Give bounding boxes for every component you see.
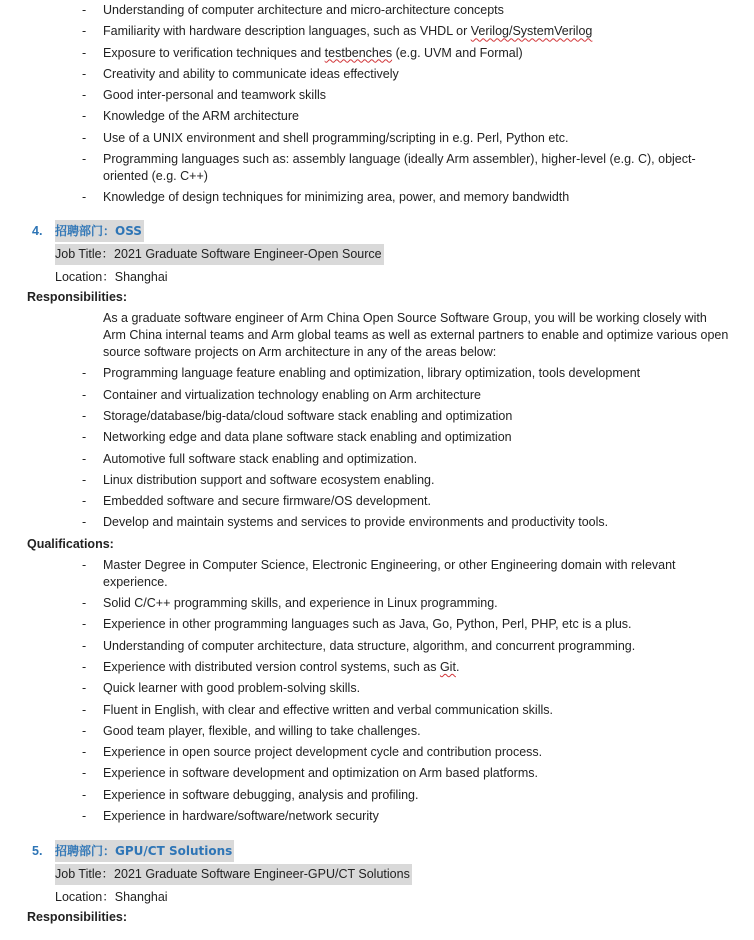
list-item [0, 723, 754, 740]
bullet-dash: - [82, 152, 87, 167]
bullet-dash: - [82, 766, 87, 781]
bullet-dash: - [82, 430, 87, 445]
bullet-dash: - [82, 366, 87, 381]
list-item [0, 514, 754, 531]
job-title: Job Title：2021 Graduate Software Engineer-Open Source [55, 244, 384, 265]
list-item [0, 595, 754, 612]
qualifications-list-top [0, 2, 754, 206]
responsibilities-label: Responsibilities: [27, 290, 128, 305]
list-item-text: Programming languages such as: assembly language (ideally Arm assembler), higher-level (e.g. C), object-oriented (e.g. C++) [103, 152, 696, 184]
bullet-dash: - [82, 702, 87, 717]
bullet-dash: - [82, 130, 87, 145]
list-item-text: Solid C/C++ programming skills, and experience in Linux programming. [103, 596, 498, 611]
list-item [0, 765, 754, 782]
list-item-text: Understanding of computer architecture and micro-architecture concepts [103, 3, 504, 17]
list-item-text: Master Degree in Computer Science, Electronic Engineering, or other Engineering domain with relevant experience. [103, 557, 676, 589]
bullet-dash: - [82, 617, 87, 632]
responsibilities-label: Responsibilities: [27, 910, 128, 925]
list-item-text: Automotive full software stack enabling and optimization. [103, 451, 418, 466]
list-item-text: Embedded software and secure firmware/OS development. [103, 494, 431, 509]
spellcheck-word: testbenches [324, 45, 393, 60]
bullet-dash: - [82, 638, 87, 653]
list-item [0, 638, 754, 655]
bullet-dash: - [82, 494, 87, 509]
list-item-text: Exposure to verification techniques and [103, 45, 325, 60]
bullet-dash: - [82, 45, 87, 60]
section-5-heading [0, 840, 754, 862]
bullet-dash: - [82, 472, 87, 487]
list-item-text: Experience in hardware/software/network security [103, 809, 379, 824]
list-item [0, 702, 754, 719]
list-item [0, 66, 754, 83]
list-item [0, 151, 754, 185]
bullet-dash: - [82, 88, 87, 103]
list-item [0, 387, 754, 404]
section-title: 招聘部门：OSS [55, 220, 144, 242]
list-item-text: Familiarity with hardware description languages, such as VHDL or [103, 24, 471, 39]
list-item [0, 108, 754, 125]
bullet-dash: - [82, 451, 87, 466]
list-item-text: Knowledge of design techniques for minimizing area, power, and memory bandwidth [103, 190, 570, 205]
bullet-dash: - [82, 787, 87, 802]
section-number: 5. [32, 844, 43, 859]
list-item-text: Experience in software debugging, analysis and profiling. [103, 787, 419, 802]
list-item-text: Experience in other programming languages such as Java, Go, Python, Perl, PHP, etc is a plus. [103, 617, 632, 632]
bullet-dash: - [82, 408, 87, 423]
list-item [0, 23, 754, 40]
list-item [0, 189, 754, 206]
list-item-text: Develop and maintain systems and services to provide environments and productivity tools. [103, 515, 609, 530]
bullet-dash: - [82, 109, 87, 124]
bullet-dash: - [82, 515, 87, 530]
bullet-dash: - [82, 723, 87, 738]
bullet-dash: - [82, 809, 87, 824]
list-item-text: Good team player, flexible, and willing to take challenges. [103, 723, 421, 738]
list-item [0, 472, 754, 489]
list-item [0, 2, 754, 19]
list-item [0, 493, 754, 510]
list-item [0, 787, 754, 804]
list-item [0, 408, 754, 425]
list-item [0, 130, 754, 147]
bullet-dash: - [82, 387, 87, 402]
list-item-text: Storage/database/big-data/cloud software stack enabling and optimization [103, 408, 513, 423]
list-item-text-tail: . [455, 659, 460, 674]
list-item-text: Knowledge of the ARM architecture [103, 109, 299, 124]
list-item [0, 557, 754, 591]
list-item-text: Container and virtualization technology enabling on Arm architecture [103, 387, 482, 402]
list-item [0, 365, 754, 382]
bullet-dash: - [82, 66, 87, 81]
bullet-dash: - [82, 557, 87, 572]
section-title: 招聘部门：GPU/CT Solutions [55, 840, 234, 862]
bullet-dash: - [82, 745, 87, 760]
job-location: Location：Shanghai [55, 270, 168, 285]
list-item [0, 659, 754, 676]
list-item-text: Use of a UNIX environment and shell programming/scripting in e.g. Perl, Python etc. [103, 130, 569, 145]
responsibilities-intro: As a graduate software engineer of Arm China Open Source Software Group, you will be working closely with Arm China internal teams and Arm global teams as well as external partners to enable and optimize various open source software projects on Arm architecture in any of the areas below: [103, 311, 729, 360]
list-item-text: Linux distribution support and software ecosystem enabling. [103, 472, 435, 487]
bullet-dash: - [82, 3, 87, 17]
spellcheck-word: Git [439, 659, 456, 674]
list-item-text: Experience with distributed version control systems, such as [103, 659, 440, 674]
list-item-text: Networking edge and data plane software stack enabling and optimization [103, 430, 512, 445]
list-item-text: Fluent in English, with clear and effective written and verbal communication skills. [103, 702, 553, 717]
bullet-dash: - [82, 659, 87, 674]
list-item-text: Creativity and ability to communicate ideas effectively [103, 66, 399, 81]
qualifications-label: Qualifications: [27, 536, 114, 551]
list-item-text: Experience in software development and optimization on Arm based platforms. [103, 766, 538, 781]
list-item-text: Experience in open source project development cycle and contribution process. [103, 745, 543, 760]
list-item [0, 616, 754, 633]
list-item [0, 808, 754, 825]
section-number: 4. [32, 224, 43, 239]
list-item [0, 744, 754, 761]
bullet-dash: - [82, 681, 87, 696]
bullet-dash: - [82, 24, 87, 39]
list-item-text: Good inter-personal and teamwork skills [103, 88, 327, 103]
list-item-text-tail: (e.g. UVM and Formal) [392, 45, 523, 60]
list-item [0, 429, 754, 446]
list-item-text: Quick learner with good problem-solving skills. [103, 681, 361, 696]
list-item [0, 45, 754, 62]
list-item [0, 451, 754, 468]
responsibilities-list [0, 365, 754, 531]
list-item-text: Programming language feature enabling and optimization, library optimization, tools development [103, 366, 641, 381]
job-title: Job Title：2021 Graduate Software Engineer-GPU/CT Solutions [55, 864, 412, 885]
bullet-dash: - [82, 190, 87, 205]
spellcheck-word: Verilog/SystemVerilog [470, 24, 593, 39]
qualifications-list [0, 557, 754, 825]
list-item [0, 87, 754, 104]
list-item-text: Understanding of computer architecture, data structure, algorithm, and concurrent programming. [103, 638, 636, 653]
job-location: Location：Shanghai [55, 890, 168, 905]
bullet-dash: - [82, 596, 87, 611]
list-item [0, 680, 754, 697]
section-4-heading [0, 220, 754, 242]
